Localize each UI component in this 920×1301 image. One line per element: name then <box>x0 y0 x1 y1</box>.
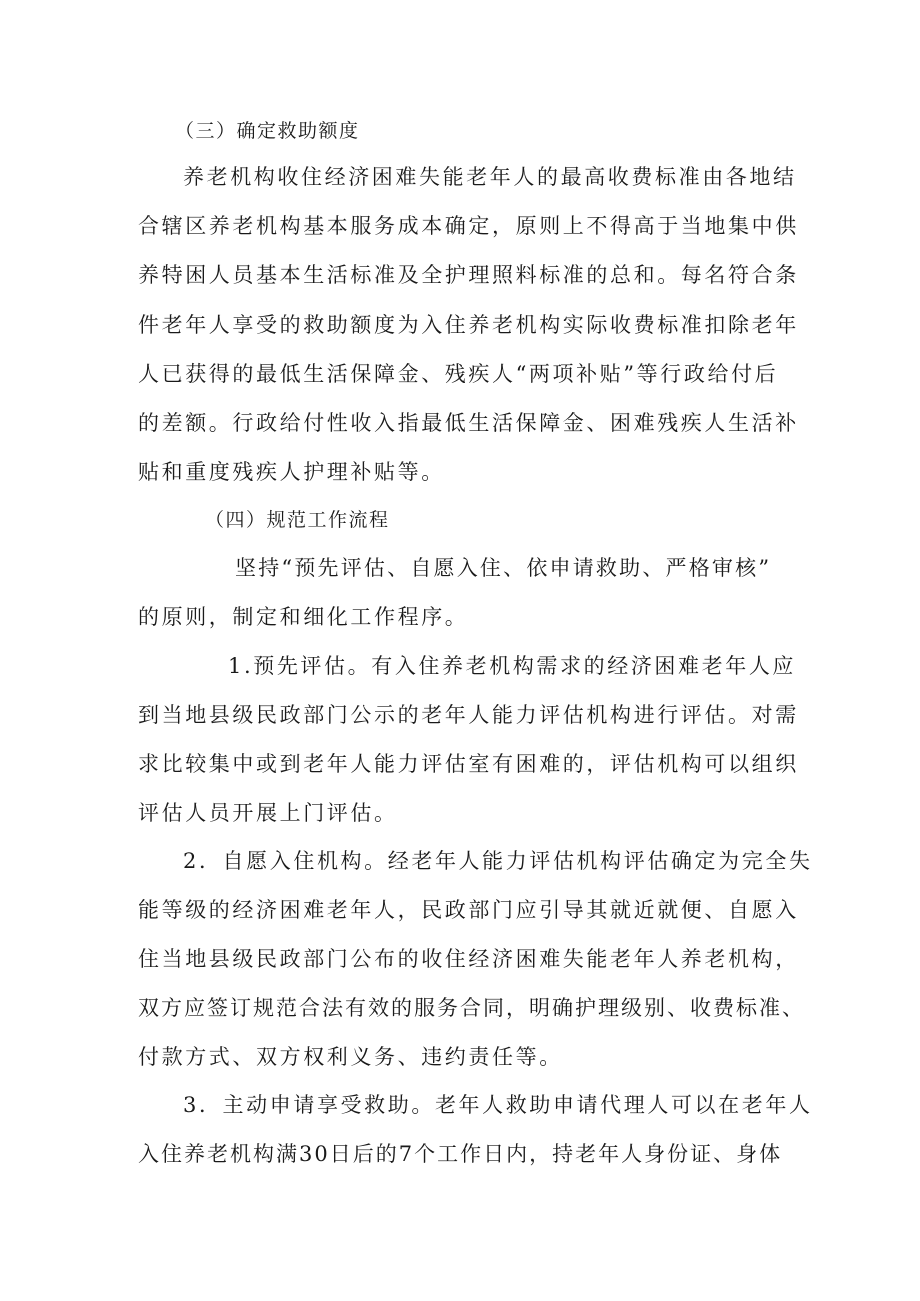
section-3-line-3: 养特困人员基本生活标准及全护理照料标准的总和。每名符合条 <box>138 263 799 287</box>
section-3-line-6: 的差额。行政给付性收入指最低生活保障金、困难残疾人生活补 <box>138 411 799 435</box>
item-1-line-1: 1.预先评估。有入住养老机构需求的经济困难老年人应 <box>228 654 797 678</box>
item-2-line-3: 住当地县级民政部门公布的收住经济困难失能老年人养老机构， <box>138 947 799 971</box>
item-3-line-2: 入住养老机构满30日后的7个工作日内，持老年人身份证、身体 <box>138 1142 783 1166</box>
section-3-line-5: 人已获得的最低生活保障金、残疾人“两项补贴”等行政给付后 <box>138 362 779 386</box>
item-1-line-4: 评估人员开展上门评估。 <box>138 801 398 825</box>
section-3-heading: （三）确定救助额度 <box>175 120 360 142</box>
item-2-line-1: 2．自愿入住机构。经老年人能力评估机构评估确定为完全失 <box>183 849 813 873</box>
item-2-line-4: 双方应签订规范合法有效的服务合同，明确护理级别、收费标准、 <box>138 996 805 1020</box>
section-4-heading: （四）规范工作流程 <box>205 509 390 531</box>
item-2-line-5: 付款方式、双方权利义务、违约责任等。 <box>138 1045 563 1069</box>
section-4-intro-line-1: 坚持“预先评估、自愿入住、依申请救助、严格审核” <box>235 556 772 580</box>
section-4-intro-line-2: 的原则，制定和细化工作程序。 <box>138 605 469 629</box>
item-3-line-1: 3．主动申请享受救助。老年人救助申请代理人可以在老年人 <box>183 1093 813 1117</box>
item-2-line-2: 能等级的经济困难老年人，民政部门应引导其就近就便、自愿入 <box>138 898 799 922</box>
section-3-line-7: 贴和重度残疾人护理补贴等。 <box>138 460 445 484</box>
item-1-line-2: 到当地县级民政部门公示的老年人能力评估机构进行评估。对需 <box>138 703 799 727</box>
section-3-line-2: 合辖区养老机构基本服务成本确定，原则上不得高于当地集中供 <box>138 214 799 238</box>
section-3-line-4: 件老年人享受的救助额度为入住养老机构实际收费标准扣除老年 <box>138 313 799 337</box>
item-1-line-3: 求比较集中或到老年人能力评估室有困难的，评估机构可以组织 <box>138 752 799 776</box>
section-3-line-1: 养老机构收住经济困难失能老年人的最高收费标准由各地结 <box>183 165 797 189</box>
